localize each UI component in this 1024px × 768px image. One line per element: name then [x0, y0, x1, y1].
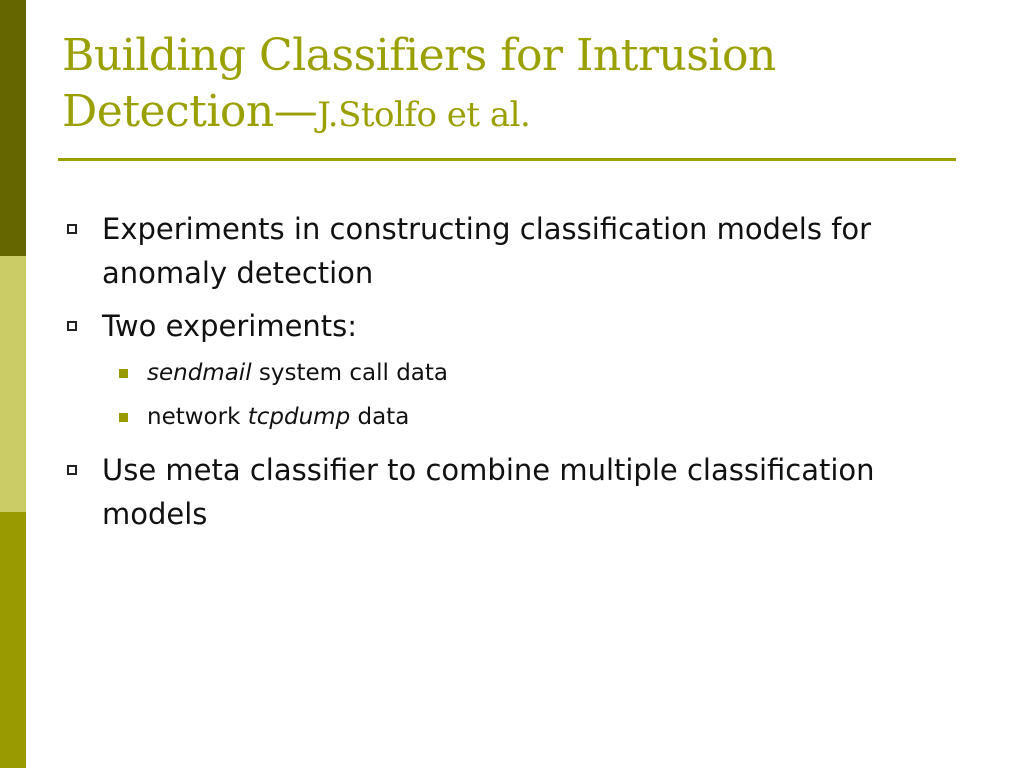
bullet-item [62, 304, 962, 348]
bullet-text: Use meta classifier to combine multiple classification models [102, 453, 875, 531]
sub-bullet-prefix: network [147, 404, 248, 430]
hollow-square-bullet-icon [67, 224, 77, 234]
title-dash: — [273, 86, 318, 137]
title-author: J.Stolfo et al. [317, 95, 531, 135]
bullet-text: Experiments in constructing classification models for anomaly detection [102, 212, 872, 290]
title-main: Building Classifiers for Intrusion Detection [62, 30, 776, 137]
sub-bullet-text: data [350, 404, 410, 430]
bullet-item [62, 207, 962, 295]
filled-square-bullet-icon [119, 413, 128, 422]
slide-title [62, 28, 962, 143]
sidebar-segment-top [0, 0, 26, 256]
sidebar-accent-bar [0, 0, 26, 768]
hollow-square-bullet-icon [67, 465, 77, 475]
filled-square-bullet-icon [119, 369, 128, 378]
sidebar-segment-middle [0, 256, 26, 512]
hollow-square-bullet-icon [67, 321, 77, 331]
sub-bullet-italic: sendmail [147, 360, 252, 386]
bullet-item [62, 448, 962, 536]
sub-bullet-italic: tcpdump [247, 404, 351, 430]
sidebar-segment-bottom [0, 512, 26, 768]
sub-bullet-item [62, 357, 962, 389]
bullet-text: Two experiments: [102, 309, 358, 343]
sub-bullet-item [62, 401, 962, 433]
sub-bullet-text: system call data [251, 360, 449, 386]
title-divider [58, 158, 956, 161]
slide-body [62, 207, 962, 545]
